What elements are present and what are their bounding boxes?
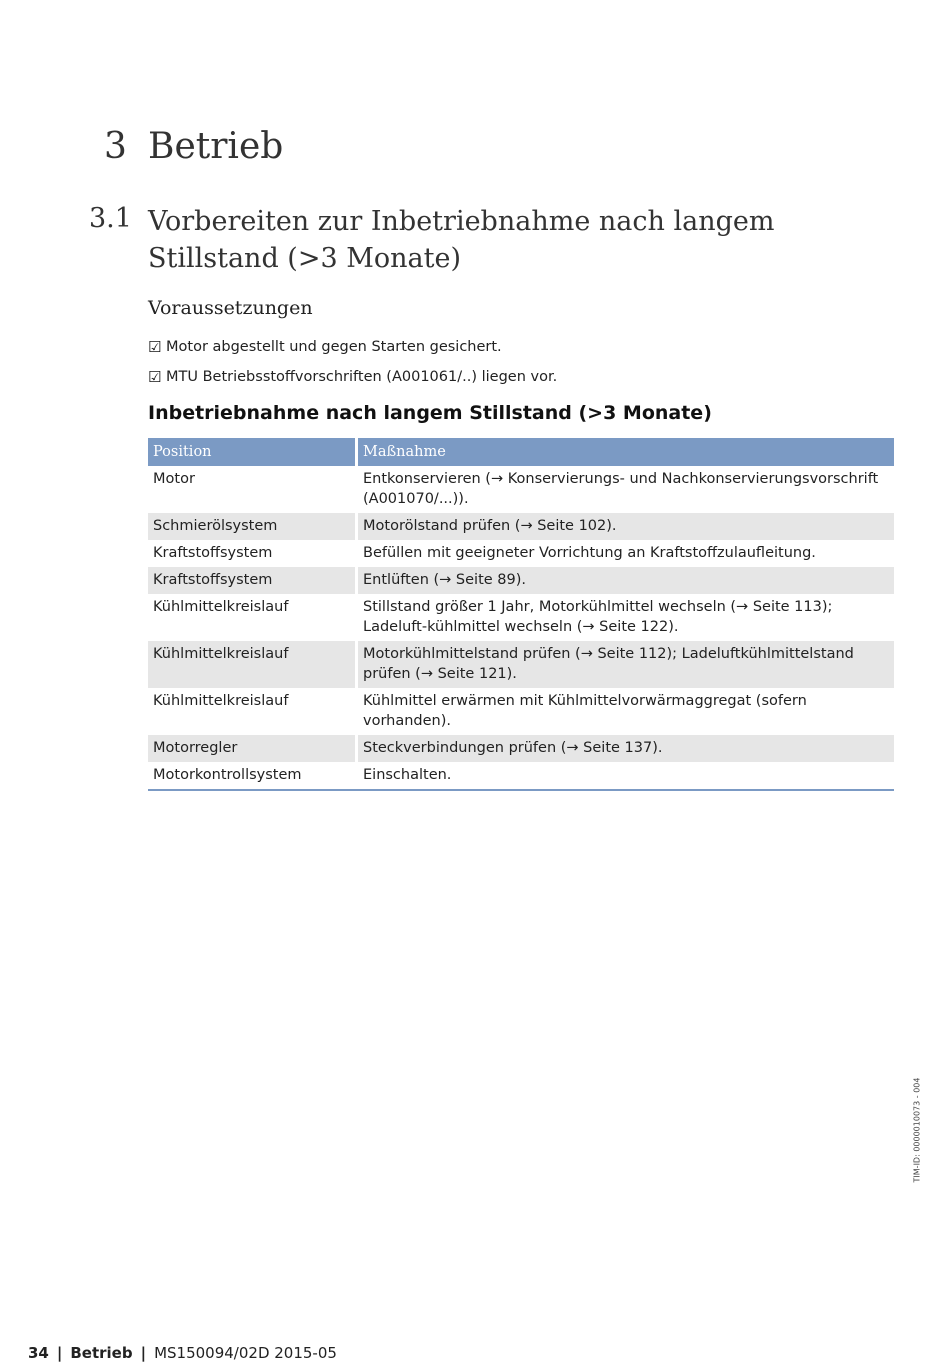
chapter-number: 3 bbox=[104, 126, 127, 167]
table-row bbox=[148, 735, 894, 762]
cell-position: Motorkontrollsystem bbox=[148, 762, 358, 789]
prerequisite-item bbox=[148, 332, 557, 362]
cell-measure: Kühlmittel erwärmen mit Kühlmittelvorwärmaggregat (sofern vorhanden). bbox=[363, 693, 807, 729]
table-row bbox=[148, 641, 894, 688]
table-row bbox=[148, 762, 894, 789]
footer-separator: | bbox=[56, 1344, 63, 1362]
table-row bbox=[148, 540, 894, 567]
cell-measure: Motorölstand prüfen (→ Seite 102). bbox=[358, 513, 894, 540]
checkbox-checked-icon: ☑ bbox=[148, 368, 162, 386]
column-header-position: Position bbox=[148, 438, 358, 466]
footer-separator: | bbox=[140, 1344, 147, 1362]
page-footer bbox=[28, 1344, 337, 1362]
prerequisite-item bbox=[148, 362, 557, 392]
cell-measure: Motorkühlmittelstand prüfen (→ Seite 112); Ladeluftkühlmittelstand prüfen (→ Seite 121). bbox=[358, 641, 894, 688]
cell-position: Motor bbox=[148, 466, 358, 513]
cell-measure: Entlüften (→ Seite 89). bbox=[358, 567, 894, 594]
section-number: 3.1 bbox=[89, 203, 132, 234]
table-header-row bbox=[148, 438, 894, 466]
document-id-vertical: TIM-ID: 0000010073 - 004 bbox=[912, 1077, 922, 1183]
prerequisites-list bbox=[148, 332, 557, 392]
table-row bbox=[148, 466, 894, 513]
prerequisites-heading: Voraussetzungen bbox=[148, 297, 313, 319]
cell-position: Schmierölsystem bbox=[148, 513, 358, 540]
cell-measure: Stillstand größer 1 Jahr, Motorkühlmittel wechseln (→ Seite 113); Ladeluft-kühlmittel wechseln (→ Seite 122). bbox=[363, 599, 833, 635]
cell-measure: Entkonservieren (→ Konservierungs- und Nachkonservierungsvorschrift (A001070/...)). bbox=[363, 471, 879, 507]
cell-measure: Befüllen mit geeigneter Vorrichtung an Kraftstoffzulaufleitung. bbox=[363, 545, 816, 561]
table-title: Inbetriebnahme nach langem Stillstand (>3 Monate) bbox=[148, 402, 712, 424]
cell-measure: Steckverbindungen prüfen (→ Seite 137). bbox=[358, 735, 894, 762]
cell-position: Kühlmittelkreislauf bbox=[148, 688, 358, 735]
footer-section: Betrieb bbox=[70, 1344, 133, 1362]
measures-table bbox=[148, 438, 894, 791]
checkbox-checked-icon: ☑ bbox=[148, 338, 162, 356]
footer-document: MS150094/02D 2015-05 bbox=[154, 1344, 337, 1362]
table-row bbox=[148, 688, 894, 735]
table-row bbox=[148, 567, 894, 594]
table-row bbox=[148, 594, 894, 641]
prerequisite-text: Motor abgestellt und gegen Starten gesichert. bbox=[166, 339, 502, 355]
table-row bbox=[148, 513, 894, 540]
cell-position: Kraftstoffsystem bbox=[148, 567, 358, 594]
cell-position: Kühlmittelkreislauf bbox=[148, 641, 358, 688]
section-title: Vorbereiten zur Inbetriebnahme nach langem Stillstand (>3 Monate) bbox=[148, 206, 775, 274]
cell-position: Kraftstoffsystem bbox=[148, 540, 358, 567]
cell-position: Motorregler bbox=[148, 735, 358, 762]
cell-position: Kühlmittelkreislauf bbox=[148, 594, 358, 641]
cell-measure: Einschalten. bbox=[363, 767, 452, 783]
page-number: 34 bbox=[28, 1344, 49, 1362]
prerequisite-text: MTU Betriebsstoffvorschriften (A001061/..) liegen vor. bbox=[166, 369, 558, 385]
chapter-title: Betrieb bbox=[148, 126, 284, 167]
column-header-measure: Maßnahme bbox=[358, 438, 894, 466]
